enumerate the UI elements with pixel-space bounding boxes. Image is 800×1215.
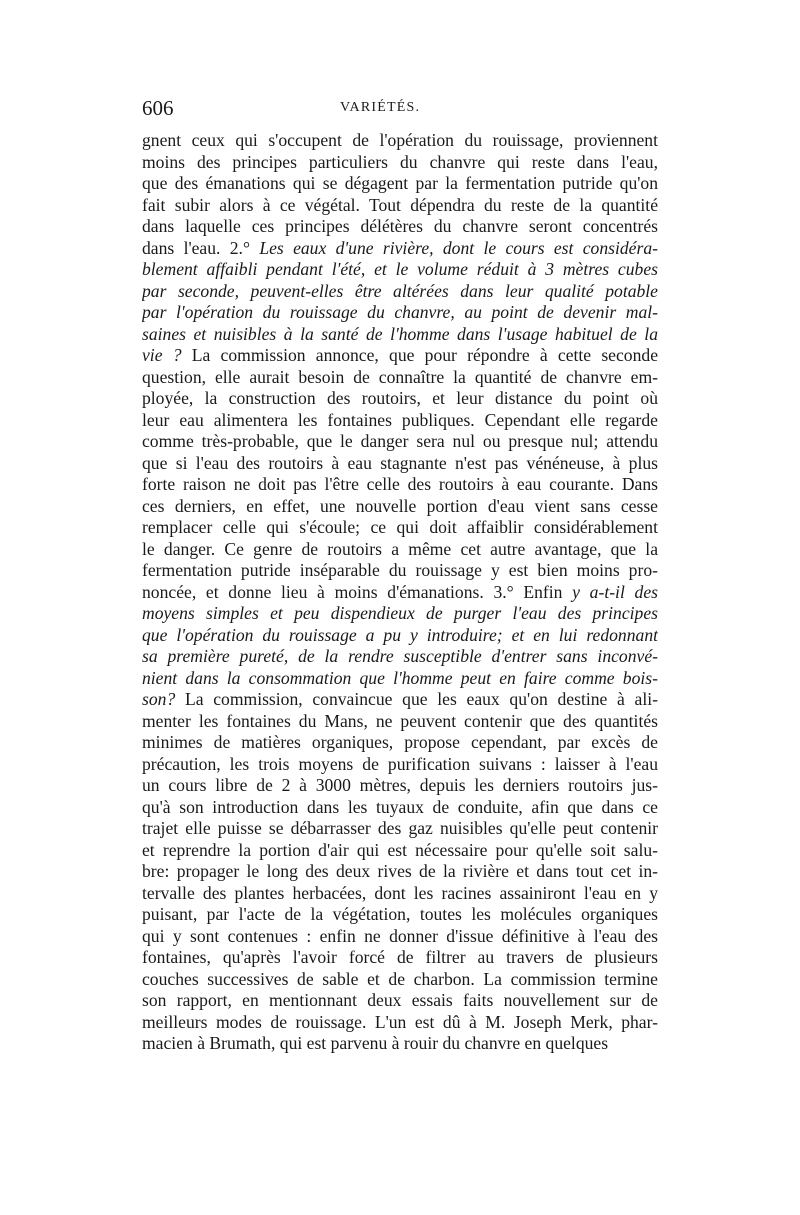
- text-line: [142, 517, 658, 539]
- text-run: un cours libre de 2 à 3000 mètres, depuis les derniers routoirs jus-: [142, 775, 658, 795]
- text-run: forte raison ne doit pas l'être celle des routoirs à eau courante. Dans: [142, 474, 658, 494]
- text-line: [142, 883, 658, 905]
- text-line: [142, 990, 658, 1012]
- text-run: comme très-probable, que le danger sera nul ou presque nul; attendu: [142, 431, 658, 451]
- text-run: son rapport, en mentionnant deux essais faits nouvellement sur de: [142, 990, 658, 1010]
- text-line: [142, 216, 658, 238]
- text-line: [142, 689, 658, 711]
- text-run: qui y sont contenues : enfin ne donner d'issue définitive à l'eau des: [142, 925, 658, 946]
- running-title: VARIÉTÉS.: [340, 100, 421, 115]
- text-line: [142, 625, 658, 647]
- text-line: [142, 840, 658, 862]
- text-line: [142, 539, 658, 561]
- text-line: [142, 345, 658, 367]
- text-line: [142, 904, 658, 926]
- text-line: [142, 732, 658, 754]
- italic-text: que l'opération du rouissage a pu y introduire; et en lui redonnant: [142, 624, 658, 645]
- text-run: couches successives de sable et de charbon. La commission termine: [142, 968, 658, 989]
- text-line: [142, 474, 658, 496]
- page-number: 606: [142, 96, 174, 120]
- text-run: menter les fontaines du Mans, ne peuvent contenir que des quantités: [142, 710, 658, 731]
- text-run: dans laquelle ces principes délétères du chanvre seront concentrés: [142, 216, 658, 236]
- text-run: fermentation putride inséparable du rouissage y est bien moins pro-: [142, 560, 658, 580]
- page-header: [142, 96, 658, 126]
- text-line: [142, 668, 658, 690]
- text-run: bre: propager le long des deux rives de la rivière et dans tout cet in-: [142, 861, 658, 881]
- text-line: [142, 238, 658, 260]
- text-line: [142, 259, 658, 281]
- text-line: [142, 173, 658, 195]
- text-line: [142, 388, 658, 410]
- italic-text: nient dans la consommation que l'homme peut en faire comme bois-: [142, 667, 658, 688]
- text-run: trajet elle puisse se débarrasser des gaz nuisibles qu'elle peut contenir: [142, 818, 658, 838]
- text-run: meilleurs modes de rouissage. L'un est dû à M. Joseph Merk, phar-: [142, 1011, 658, 1032]
- italic-text: Les eaux d'une rivière, dont le cours est considéra-: [259, 237, 658, 258]
- text-run: moins des principes particuliers du chanvre qui reste dans l'eau,: [142, 151, 658, 172]
- text-run: qu'à son introduction dans les tuyaux de conduite, afin que dans ce: [142, 796, 658, 817]
- text-line: [142, 496, 658, 518]
- text-run: ployée, la construction des routoirs, et leur distance du point où: [142, 388, 658, 408]
- text-run: noncée, et donne lieu à moins d'émanations. 3.° Enfin: [142, 581, 573, 602]
- text-line: [142, 797, 658, 819]
- text-run: gnent ceux qui s'occupent de l'opération du rouissage, proviennent: [142, 130, 658, 150]
- text-run: macien à Brumath, qui est parvenu à rouir du chanvre en quelques: [142, 1033, 609, 1053]
- text-run: tervalle des plantes herbacées, dont les racines assainiront l'eau en y: [142, 882, 658, 903]
- text-line: [142, 861, 658, 883]
- text-line: [142, 324, 658, 346]
- text-line: [142, 646, 658, 668]
- text-run: le danger. Ce genre de routoirs a même cet autre avantage, que la: [142, 538, 658, 559]
- text-run: La commission, convaincue que les eaux qu'on destine à ali-: [175, 689, 658, 709]
- text-run: minimes de matières organiques, propose cependant, par excès de: [142, 732, 658, 752]
- text-run: ces derniers, en effet, une nouvelle portion d'eau vient sans cesse: [142, 495, 658, 516]
- text-line: [142, 603, 658, 625]
- text-line: [142, 969, 658, 991]
- text-line: [142, 453, 658, 475]
- text-line: [142, 1033, 658, 1055]
- text-line: [142, 582, 658, 604]
- text-line: [142, 410, 658, 432]
- text-run: que des émanations qui se dégagent par la fermentation putride qu'on: [142, 173, 658, 193]
- body-text: [142, 130, 658, 1055]
- text-line: [142, 1012, 658, 1034]
- text-line: [142, 130, 658, 152]
- italic-text: par l'opération du rouissage du chanvre, au point de devenir mal-: [142, 302, 658, 322]
- text-run: précaution, les trois moyens de purification suivans : laisser à l'eau: [142, 753, 658, 774]
- text-line: [142, 711, 658, 733]
- text-run: fait subir alors à ce végétal. Tout dépendra du reste de la quantité: [142, 194, 658, 215]
- text-run: que si l'eau des routoirs à eau stagnante n'est pas vénéneuse, à plus: [142, 452, 658, 473]
- italic-text: son?: [142, 689, 176, 709]
- italic-text: blement affaibli pendant l'été, et le volume réduit à 3 mètres cubes: [142, 259, 658, 279]
- text-line: [142, 431, 658, 453]
- text-line: [142, 818, 658, 840]
- italic-text: vie ?: [142, 345, 182, 365]
- italic-text: par seconde, peuvent-elles être altérées dans leur qualité potable: [142, 280, 658, 301]
- italic-text: moyens simples et peu dispendieux de purger l'eau des principes: [142, 603, 658, 623]
- italic-text: sa première pureté, de la rendre susceptible d'entrer sans inconvé-: [142, 646, 658, 666]
- text-run: puisant, par l'acte de la végétation, toutes les molécules organiques: [142, 904, 658, 924]
- text-line: [142, 281, 658, 303]
- text-line: [142, 302, 658, 324]
- italic-text: y a-t-il des: [572, 581, 658, 602]
- text-line: [142, 152, 658, 174]
- text-run: question, elle aurait besoin de connaître la quantité de chanvre em-: [142, 366, 658, 387]
- text-line: [142, 947, 658, 969]
- text-line: [142, 560, 658, 582]
- text-line: [142, 926, 658, 948]
- text-run: remplacer celle qui s'écoule; ce qui doit affaiblir considérablement: [142, 517, 658, 537]
- text-line: [142, 754, 658, 776]
- text-run: fontaines, qu'après l'avoir forcé de filtrer au travers de plusieurs: [142, 947, 658, 967]
- text-run: et reprendre la portion d'air qui est nécessaire pour qu'elle soit salu-: [142, 839, 658, 860]
- text-run: La commission annonce, que pour répondre à cette seconde: [181, 345, 658, 365]
- text-line: [142, 367, 658, 389]
- text-run: dans l'eau. 2.°: [142, 237, 260, 258]
- text-run: leur eau alimentera les fontaines publiques. Cependant elle regarde: [142, 409, 658, 430]
- italic-text: saines et nuisibles à la santé de l'homme dans l'usage habituel de la: [142, 323, 658, 344]
- text-line: [142, 775, 658, 797]
- text-line: [142, 195, 658, 217]
